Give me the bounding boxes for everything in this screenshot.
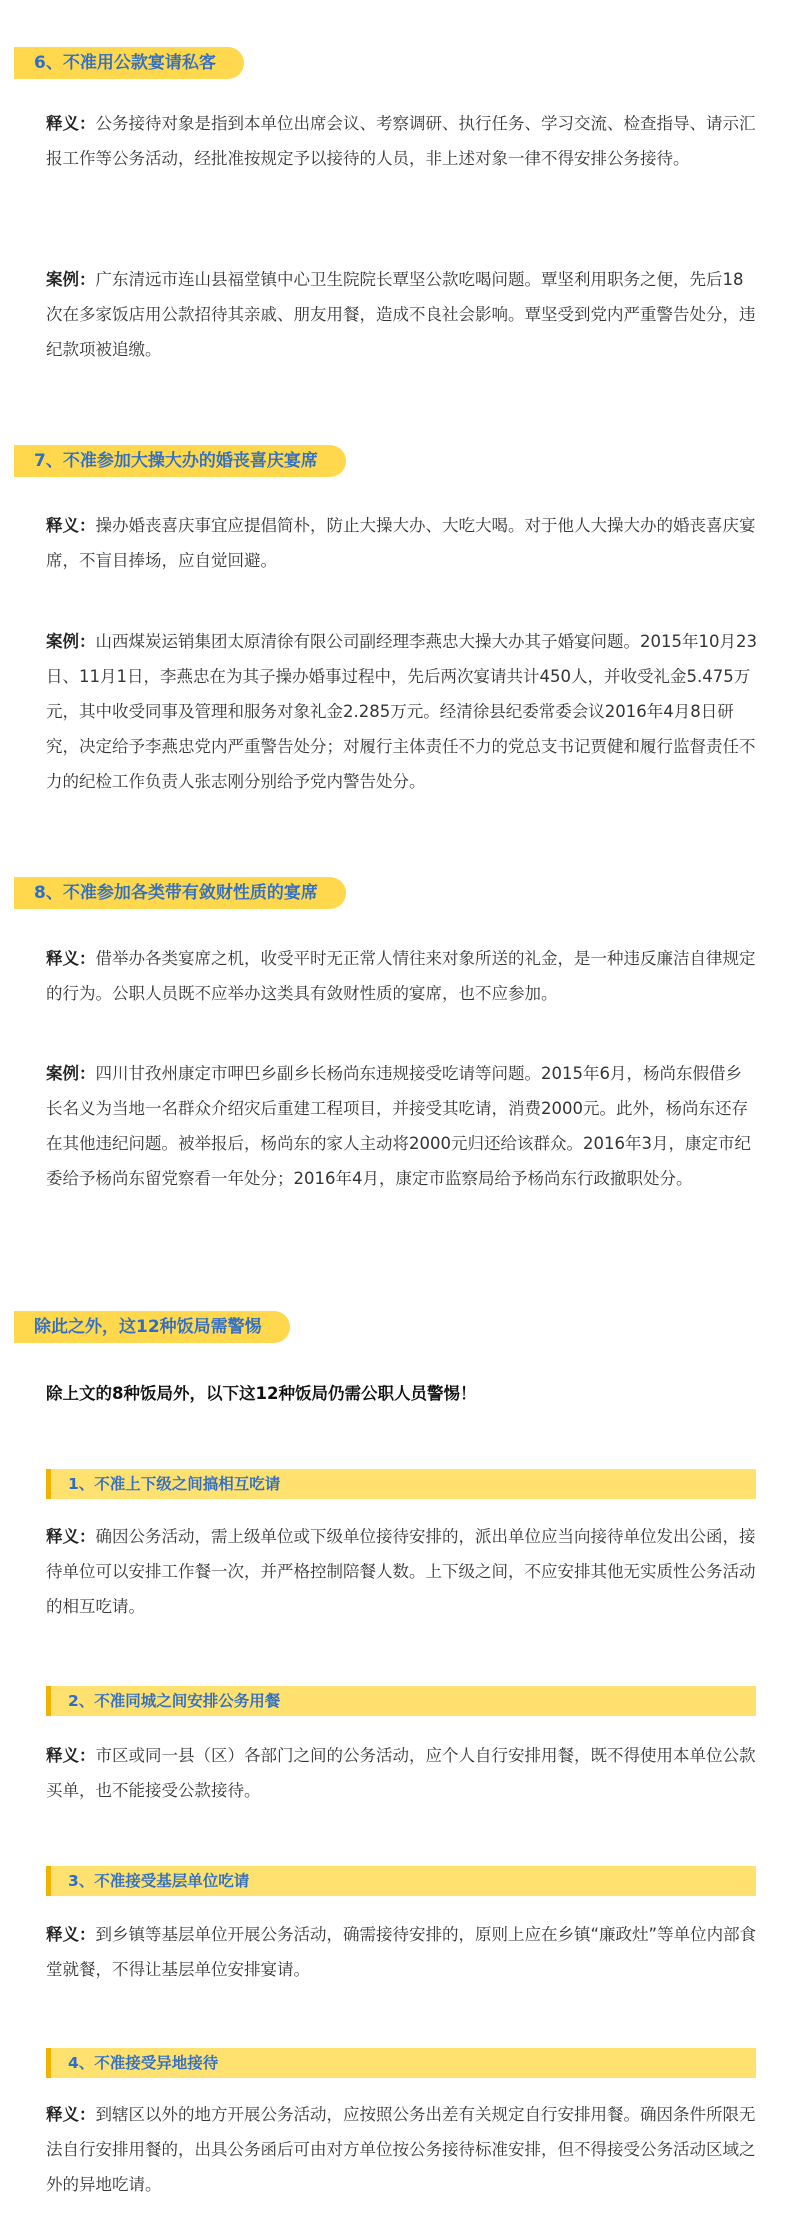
- definition-lead: 释义：: [46, 516, 96, 535]
- definition-lead: 释义：: [46, 2105, 96, 2124]
- definition-text: 市区或同一县（区）各部门之间的公务活动，应个人自行安排用餐，既不得使用本单位公款买单，也不能接受公款接待。: [46, 1746, 756, 1800]
- definition-lead: 释义：: [46, 1925, 96, 1944]
- definition-text: 确因公务活动，需上级单位或下级单位接待安排的，派出单位应当向接待单位发出公函，接待单位可以安排工作餐一次，并严格控制陪餐人数。上下级之间，不应安排其他无实质性公务活动的相互吃请。: [46, 1527, 756, 1616]
- section-6-case: [46, 262, 758, 367]
- extra-item-3-definition: [46, 1917, 758, 1987]
- section-6-definition: [46, 106, 758, 176]
- extra-item-1-definition: [46, 1519, 758, 1624]
- definition-text: 公务接待对象是指到本单位出席会议、考察调研、执行任务、学习交流、检查指导、请示汇报工作等公务活动，经批准按规定予以接待的人员，非上述对象一律不得安排公务接待。: [46, 114, 756, 168]
- section-7-definition: [46, 508, 758, 578]
- case-text: 广东清远市连山县福堂镇中心卫生院院长覃坚公款吃喝问题。覃坚利用职务之便，先后18次在多家饭店用公款招待其亲戚、朋友用餐，造成不良社会影响。覃坚受到党内严重警告处分，违纪款项被追缴。: [46, 270, 756, 359]
- case-lead: 案例：: [46, 1064, 96, 1083]
- definition-text: 操办婚丧喜庆事宜应提倡简朴，防止大操大办、大吃大喝。对于他人大操大办的婚丧喜庆宴席，不盲目捧场，应自觉回避。: [46, 516, 756, 570]
- extra-item-3-heading: 3、不准接受基层单位吃请: [46, 1866, 756, 1896]
- case-text: 山西煤炭运销集团太原清徐有限公司副经理李燕忠大操大办其子婚宴问题。2015年10月23日、11月1日，李燕忠在为其子操办婚事过程中，先后两次宴请共计450人，并收受礼金5.475万元，其中收受同事及管理和服务对象礼金2.285万元。经清徐县纪委常委会议2016年4月8日研究，决定给予李燕忠党内严重警告处分；对履行主体责任不力的党总支书记贾健和履行监督责任不力的纪检工作负责人张志刚分别给予党内警告处分。: [46, 632, 757, 791]
- definition-lead: 释义：: [46, 114, 96, 133]
- section-8-definition: [46, 941, 758, 1011]
- definition-lead: 释义：: [46, 1746, 96, 1765]
- extra-heading: 除此之外，这12种饭局需警惕: [14, 1311, 290, 1343]
- section-7-case: [46, 624, 758, 799]
- definition-text: 借举办各类宴席之机，收受平时无正常人情往来对象所送的礼金，是一种违反廉洁自律规定的行为。公职人员既不应举办这类具有敛财性质的宴席，也不应参加。: [46, 949, 756, 1003]
- definition-text: 到辖区以外的地方开展公务活动，应按照公务出差有关规定自行安排用餐。确因条件所限无法自行安排用餐的，出具公务函后可由对方单位按公务接待标准安排，但不得接受公务活动区域之外的异地吃请。: [46, 2105, 756, 2194]
- case-lead: 案例：: [46, 270, 96, 289]
- extra-item-2-definition: [46, 1738, 758, 1808]
- extra-item-4-definition: [46, 2097, 758, 2202]
- case-lead: 案例：: [46, 632, 96, 651]
- definition-text: 到乡镇等基层单位开展公务活动，确需接待安排的，原则上应在乡镇“廉政灶”等单位内部食堂就餐，不得让基层单位安排宴请。: [46, 1925, 757, 1979]
- extra-item-2-heading: 2、不准同城之间安排公务用餐: [46, 1686, 756, 1716]
- section-6-heading: 6、不准用公款宴请私客: [14, 47, 244, 79]
- extra-notice: 除上文的8种饭局外，以下这12种饭局仍需公职人员警惕！: [46, 1384, 477, 1403]
- extra-item-4-heading: 4、不准接受异地接待: [46, 2048, 756, 2078]
- section-8-heading: 8、不准参加各类带有敛财性质的宴席: [14, 877, 346, 909]
- extra-item-1-heading: 1、不准上下级之间搞相互吃请: [46, 1469, 756, 1499]
- section-7-heading: 7、不准参加大操大办的婚丧喜庆宴席: [14, 445, 346, 477]
- definition-lead: 释义：: [46, 949, 96, 968]
- section-8-case: [46, 1056, 758, 1196]
- definition-lead: 释义：: [46, 1527, 96, 1546]
- case-text: 四川甘孜州康定市呷巴乡副乡长杨尚东违规接受吃请等问题。2015年6月，杨尚东假借乡长名义为当地一名群众介绍灾后重建工程项目，并接受其吃请，消费2000元。此外，杨尚东还存在其他违纪问题。被举报后，杨尚东的家人主动将2000元归还给该群众。2016年3月，康定市纪委给予杨尚东留党察看一年处分；2016年4月，康定市监察局给予杨尚东行政撤职处分。: [46, 1064, 751, 1188]
